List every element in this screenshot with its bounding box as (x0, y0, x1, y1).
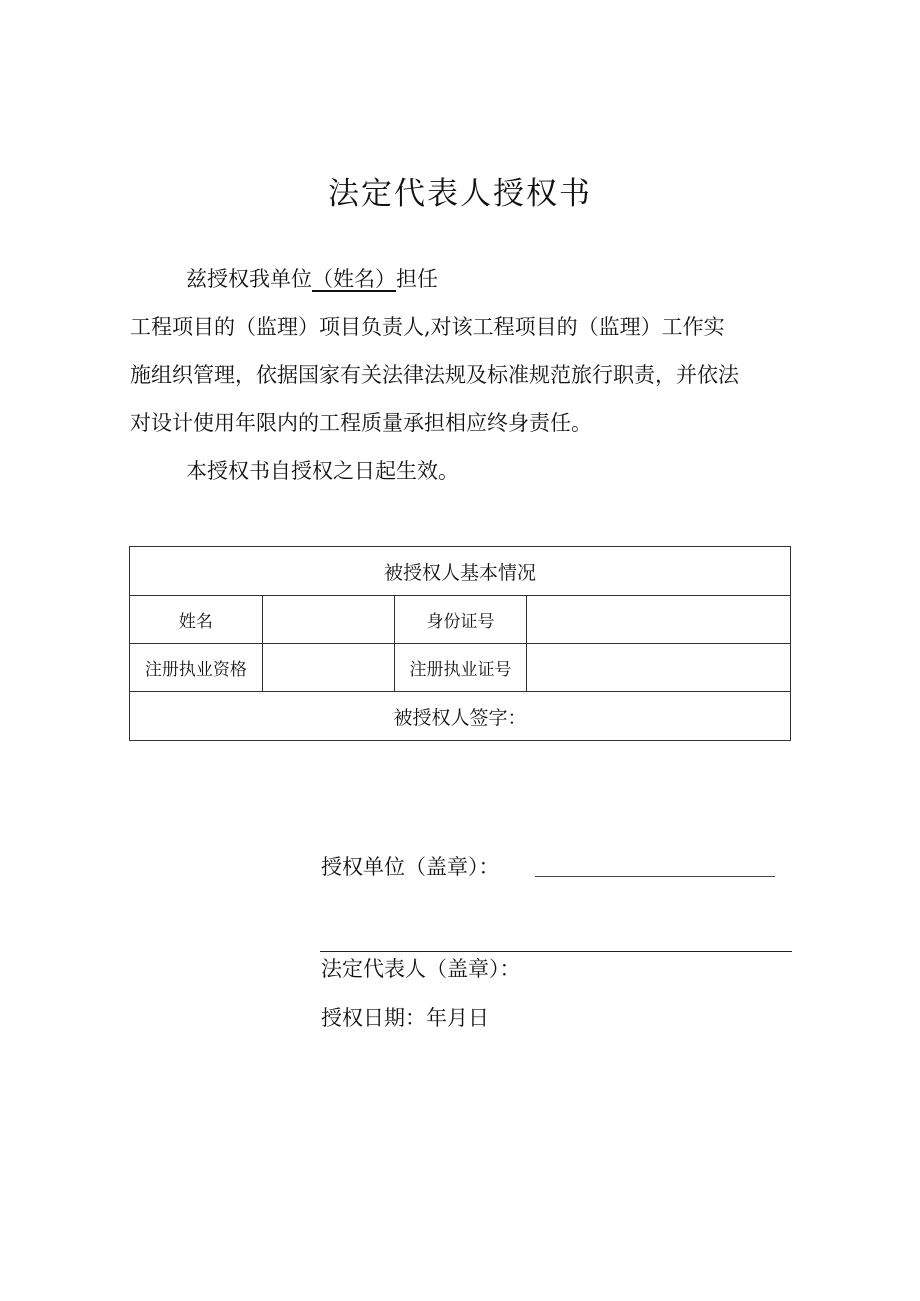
effective-statement: 本授权书自授权之日起生效。 (186, 459, 459, 483)
authorized-person-table (129, 546, 791, 741)
table-header-row (130, 547, 791, 596)
table-row (130, 596, 791, 644)
divider (320, 951, 792, 952)
id-number-label: 身份证号 (394, 596, 527, 644)
signature-row (130, 692, 791, 741)
body-line-2: 施组织管理，依据国家有关法律法规及标准规范旅行职责，并依法 (130, 363, 739, 387)
body-line-1: 工程项目的（监理）项目负责人,对该工程项目的（监理）工作实 (130, 315, 725, 339)
legal-representative-label: 法定代表人（盖章）： (321, 957, 521, 981)
qualification-value-cell[interactable] (262, 644, 394, 692)
name-placeholder: （姓名） (312, 267, 396, 291)
document-title: 法定代表人授权书 (328, 176, 592, 212)
authorization-suffix: 担任 (396, 267, 438, 291)
certificate-number-value-cell[interactable] (527, 644, 791, 692)
signature-label: 被授权人签字： (130, 692, 791, 741)
body-line-3: 对设计使用年限内的工程质量承担相应终身责任。 (130, 411, 592, 435)
unit-signature-line[interactable] (535, 876, 775, 877)
name-value-cell[interactable] (262, 596, 394, 644)
id-number-value-cell[interactable] (527, 596, 791, 644)
table-row (130, 644, 791, 692)
authorization-sentence (186, 265, 438, 293)
authorizing-unit-label: 授权单位（盖章）： (321, 855, 500, 879)
certificate-number-label: 注册执业证号 (394, 644, 527, 692)
authorization-date-label: 授权日期：年月日 (321, 1006, 489, 1030)
qualification-label: 注册执业资格 (130, 644, 263, 692)
table-header: 被授权人基本情况 (130, 547, 791, 596)
authorization-prefix: 兹授权我单位 (186, 267, 312, 291)
name-label: 姓名 (130, 596, 263, 644)
